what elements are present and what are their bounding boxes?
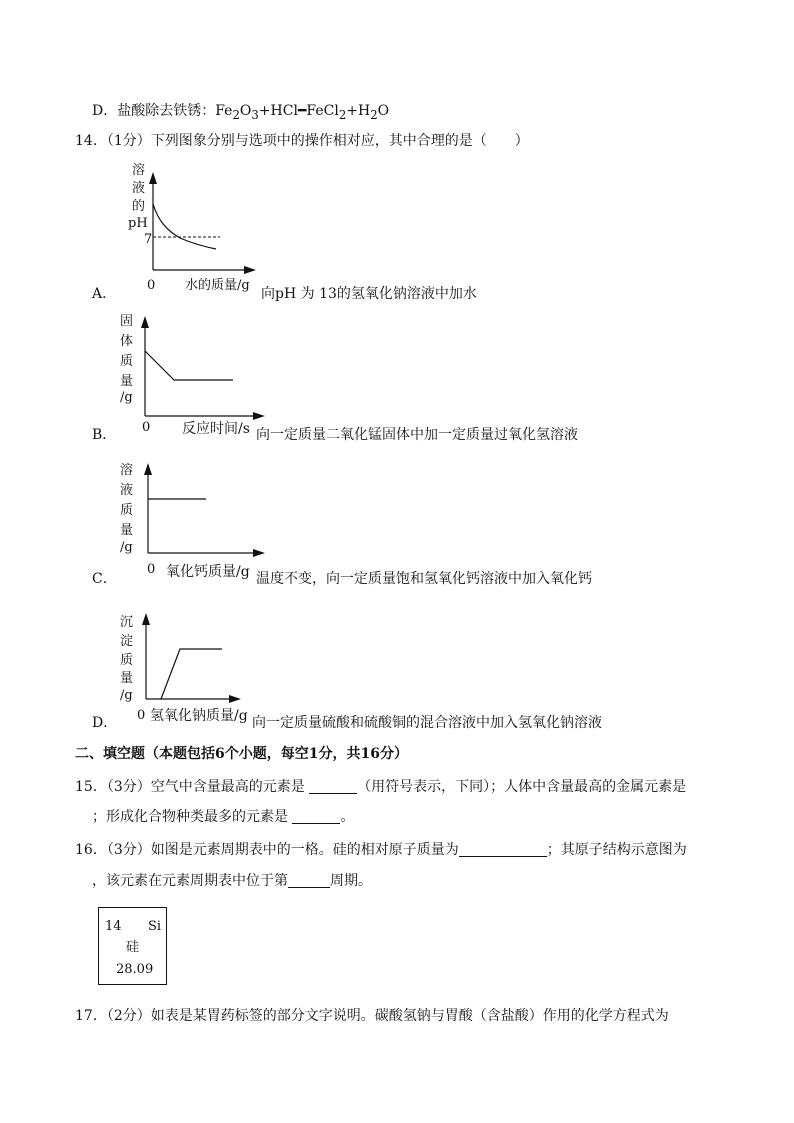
answer-blank[interactable] (459, 842, 547, 857)
q13-option-d (92, 102, 389, 124)
reaction-arrow: ━ (297, 103, 307, 119)
q16-line2 (92, 872, 372, 890)
ylabel-char: 量 (120, 374, 134, 389)
ylabel-char: 质 (120, 354, 134, 369)
equation-part: +H (346, 103, 371, 119)
option-b-letter: B． (92, 427, 117, 443)
q15-text: （用符号表示，下同）；人体中含量最高的金属元素是 (357, 779, 687, 795)
ylabel-char: /g (120, 390, 133, 405)
equation-part: O (377, 103, 390, 119)
q15-text: 。 (340, 809, 355, 825)
ylabel-char: 溶 (120, 463, 134, 478)
q15-text: ；形成化合物种类最多的元素是 (92, 809, 293, 825)
ylabel-char: 体 (120, 334, 134, 349)
equation-part: +HCl (258, 103, 298, 119)
ph-curve (153, 204, 216, 249)
answer-blank[interactable] (309, 779, 357, 794)
q16-line1 (75, 841, 687, 859)
ylabel-char: /g (120, 688, 133, 703)
element-symbol: Si (148, 919, 162, 934)
subscript: 3 (251, 107, 259, 122)
answer-blank[interactable] (288, 873, 330, 888)
q15-line1 (75, 778, 686, 796)
ylabel-char: pH (128, 216, 148, 231)
option-b-description: 向一定质量二氧化锰固体中加一定质量过氧化氢溶液 (256, 427, 578, 443)
ylabel-char: 液 (132, 181, 146, 196)
subscript: 2 (232, 107, 240, 122)
ylabel-char: 固 (120, 314, 134, 329)
graph-d-origin: 0 (137, 708, 146, 723)
graph-d-xlabel: 氢氧化钠质量/g (150, 708, 248, 724)
element-name: 硅 (126, 940, 140, 955)
graph-c-xlabel: 氧化钙质量/g (166, 564, 250, 580)
equation-part: FeCl (306, 103, 339, 119)
ylabel-char: 量 (120, 671, 134, 686)
x-axis-arrow (244, 266, 256, 274)
graph-a-xlabel: 水的质量/g (185, 278, 250, 293)
q16-text: ，该元素在元素周期表中位于第 (92, 873, 288, 889)
q16-text: ；其原子结构示意图为 (546, 842, 687, 858)
ylabel-char: /g (120, 540, 133, 555)
section-title: 二、填空题（本题包括6个小题，每空1分，共16分） (75, 746, 408, 762)
graph-c (115, 455, 275, 563)
ylabel-char: 质 (120, 503, 134, 518)
x-axis-arrow (253, 549, 265, 557)
ylabel-char: 的 (132, 199, 146, 214)
atomic-number: 14 (105, 919, 122, 934)
y-axis-arrow (144, 463, 152, 475)
data-line (161, 649, 222, 699)
ylabel-char: 沉 (120, 615, 134, 630)
ylabel-char: 溶 (132, 163, 146, 178)
equation-part: 盐酸除去铁锈：Fe (117, 103, 233, 119)
q14-stem: 14．（1分）下列图象分别与选项中的操作相对应，其中合理的是（ ） (75, 133, 529, 149)
atomic-mass: 28.09 (116, 962, 154, 977)
equation-part: O (239, 103, 252, 119)
y-axis-arrow (141, 316, 149, 328)
ylabel-char: 淀 (120, 634, 134, 649)
option-a-letter: A． (92, 286, 117, 302)
q16-text: 周期。 (330, 873, 372, 889)
periodic-table-cell (98, 907, 167, 985)
option-c-letter: C． (92, 571, 117, 587)
graph-a-origin: 0 (147, 278, 156, 293)
graph-c-origin: 0 (147, 562, 156, 577)
graph-b-xlabel: 反应时间/s (182, 421, 250, 437)
graph-b (115, 308, 275, 423)
option-d-description: 向一定质量硫酸和硫酸铜的混合溶液中加入氢氧化钠溶液 (252, 715, 602, 731)
q17-line1: 17．（2分）如表是某胃药标签的部分文字说明。碳酸氢钠与胃酸（含盐酸）作用的化学方程式为 (75, 1008, 669, 1024)
option-a-description: 向pH 为 13的氢氧化钠溶液中加水 (261, 286, 477, 302)
graph-b-origin: 0 (142, 420, 151, 435)
q15-text: 15．（3分）空气中含量最高的元素是 (75, 779, 310, 795)
option-letter: D． (92, 103, 118, 119)
y-axis-arrow (149, 172, 157, 184)
option-d-letter: D． (92, 715, 118, 731)
q15-line2 (92, 808, 354, 826)
subscript: 2 (370, 107, 378, 122)
tick-label: 7 (144, 232, 153, 247)
ylabel-char: 质 (120, 653, 134, 668)
x-axis-arrow (229, 695, 241, 703)
y-axis-arrow (142, 613, 150, 625)
ylabel-char: 液 (120, 483, 134, 498)
answer-blank[interactable] (292, 809, 340, 824)
q16-text: 16．（3分）如图是元素周期表中的一格。硅的相对原子质量为 (75, 842, 459, 858)
ylabel-char: 量 (120, 523, 134, 538)
data-line (145, 351, 233, 380)
x-axis-arrow (253, 412, 265, 420)
subscript: 2 (338, 107, 347, 122)
option-c-description: 温度不变，向一定质量饱和氢氧化钙溶液中加入氧化钙 (256, 571, 592, 587)
graph-d (115, 605, 255, 705)
